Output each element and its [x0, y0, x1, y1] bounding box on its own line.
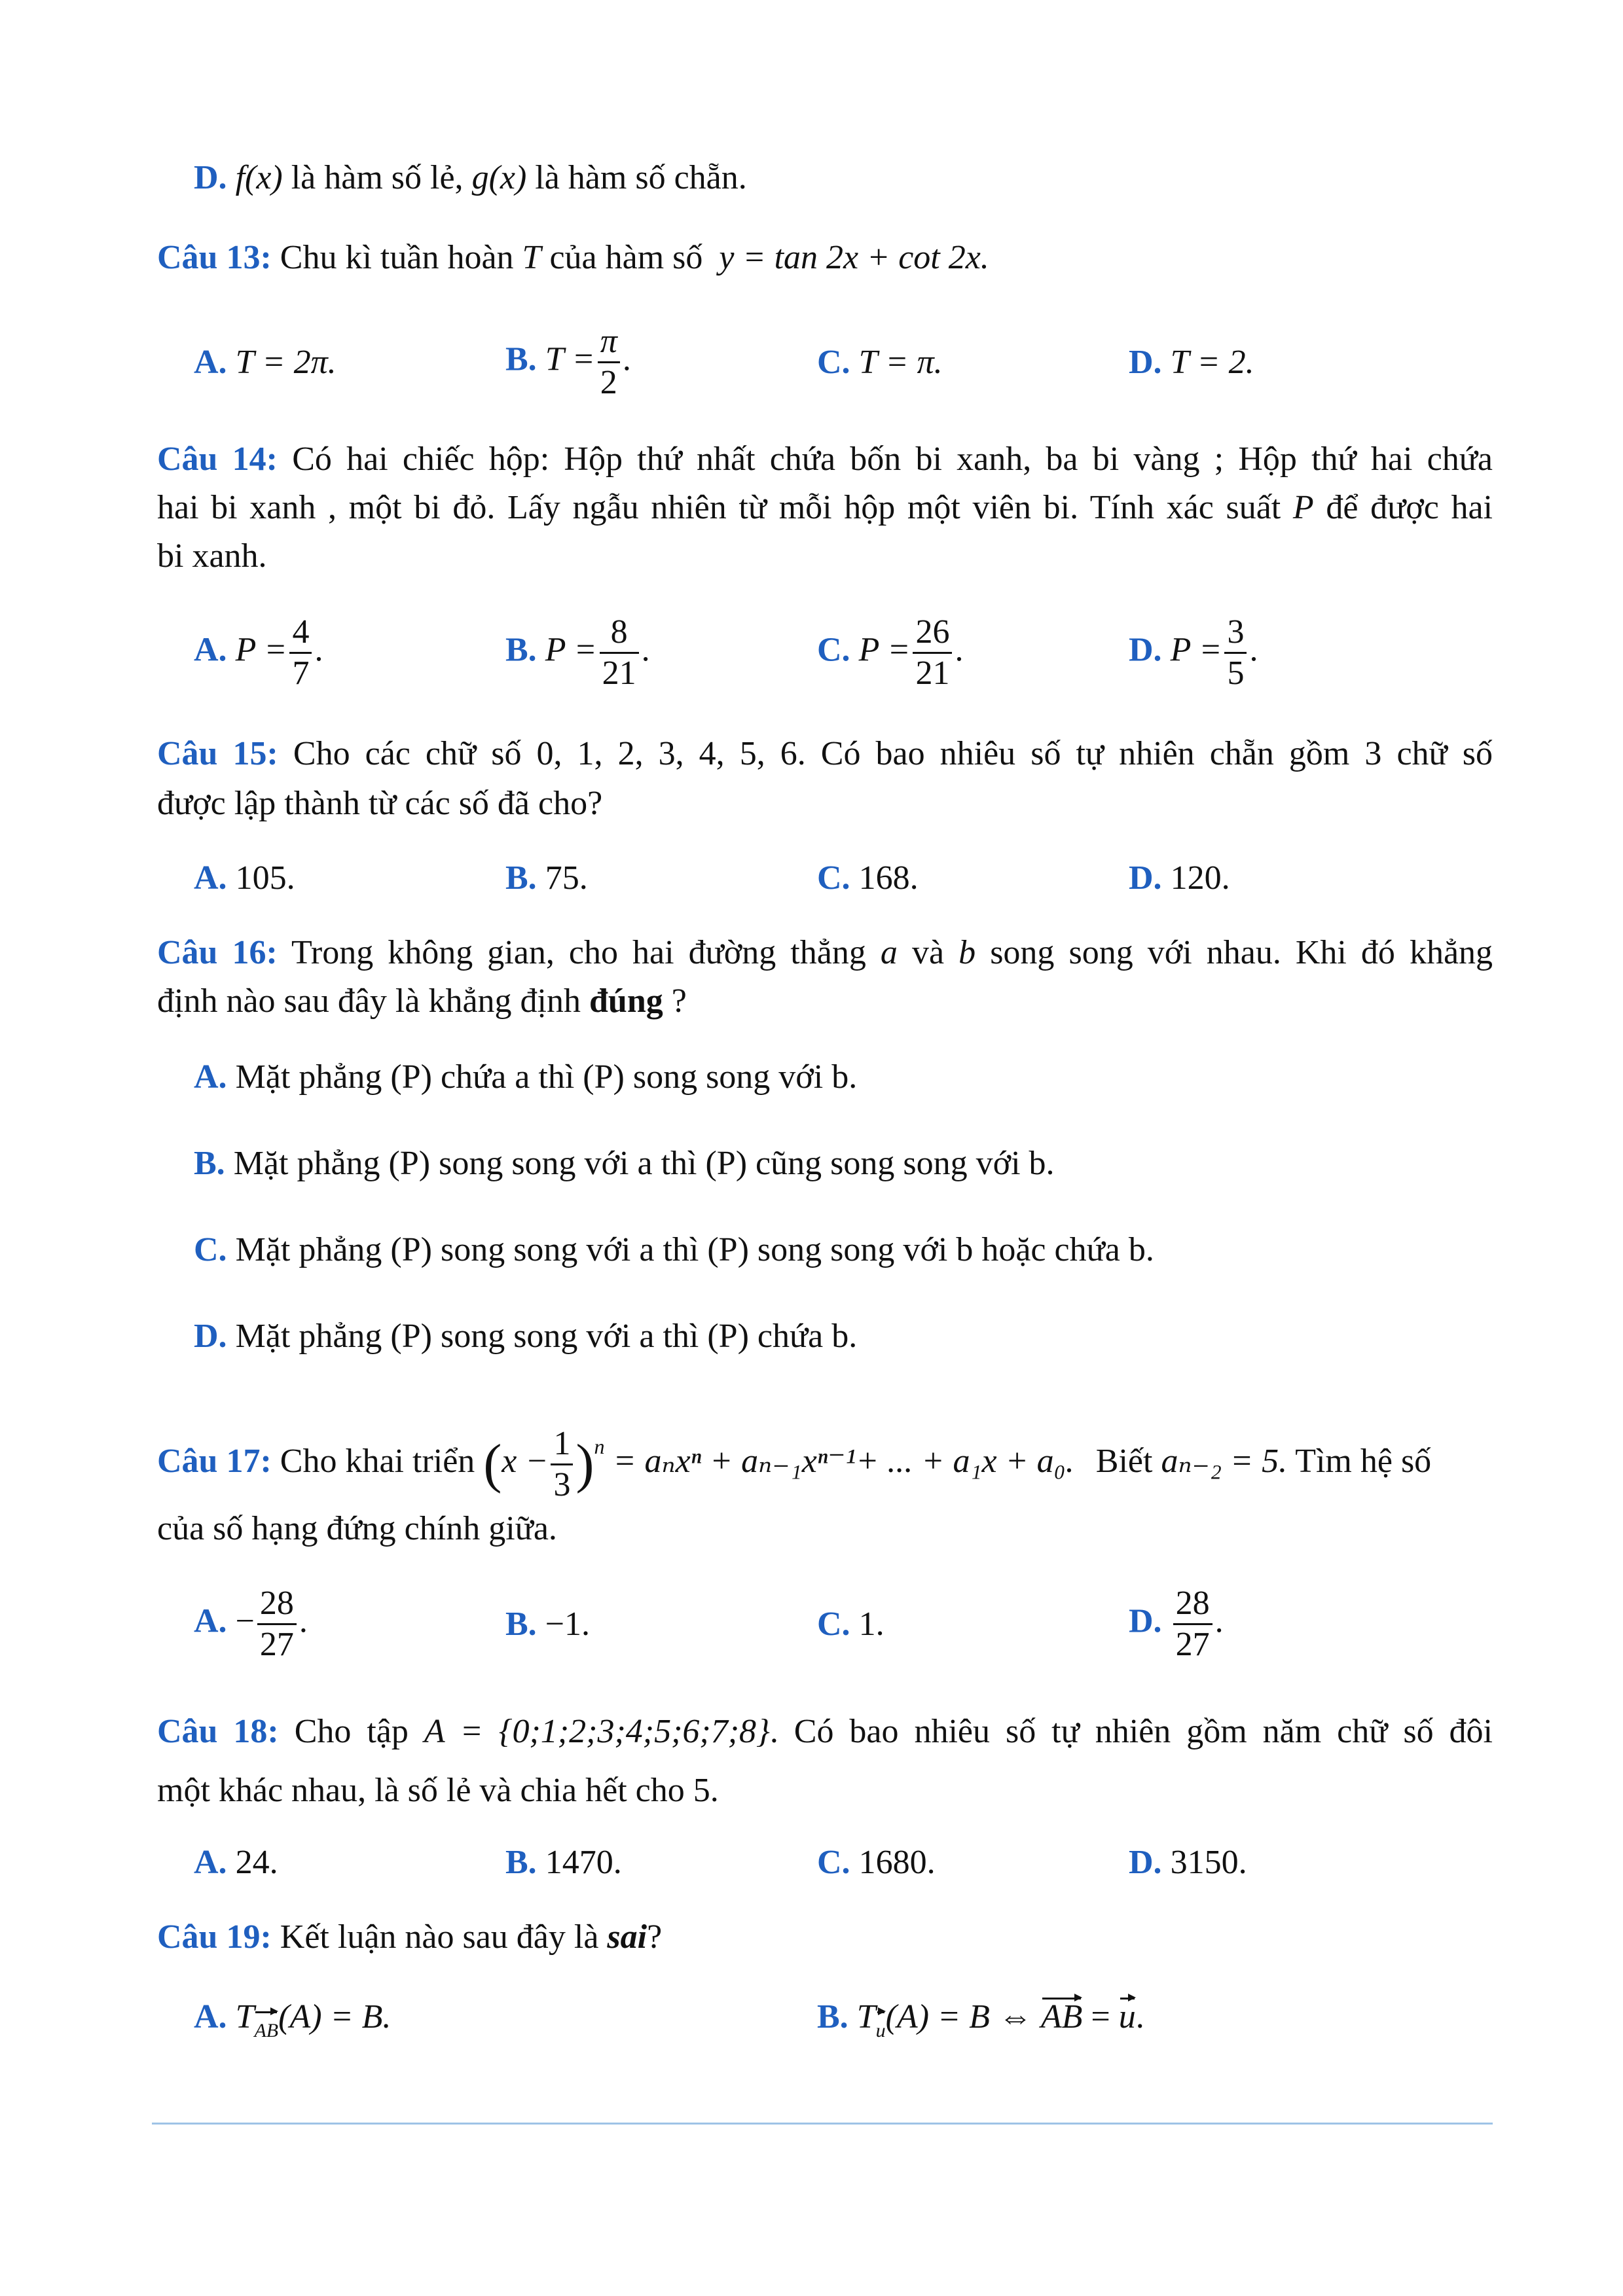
q17-option-a-num: 28	[257, 1584, 297, 1625]
q15-option-c	[817, 857, 919, 899]
q17-stem-line2	[157, 1508, 557, 1550]
q14-option-c-pre: P =	[858, 631, 911, 669]
q13-T: T	[522, 239, 541, 276]
q13-option-c-label: C.	[817, 344, 850, 381]
q15-option-a-label: A.	[194, 859, 227, 897]
q17-option-b-label: B.	[505, 1605, 537, 1643]
q14-option-b-dot: .	[641, 631, 650, 669]
q17-option-b-text: −1.	[545, 1605, 591, 1643]
q14-option-d	[1129, 613, 1258, 693]
q15-stem-line2	[157, 783, 602, 825]
q14-line2-end: để được hai	[1326, 489, 1493, 526]
q13-option-b-post: .	[622, 340, 631, 378]
q14-option-c-label: C.	[817, 631, 850, 669]
q16-line1-b: và	[911, 934, 945, 971]
q17-option-a-pre: −	[235, 1602, 255, 1640]
q15-option-a-text: 105.	[235, 859, 295, 897]
q18-option-b	[505, 1842, 622, 1884]
q17-tim: Tìm hệ số	[1295, 1443, 1432, 1480]
q16-option-c-text: Mặt phẳng (P) song song với a thì (P) song song với b hoặc chứa b.	[235, 1231, 1154, 1268]
q14-option-a-num: 4	[289, 613, 312, 654]
q17-option-b	[505, 1604, 590, 1645]
q18-line1-a: Cho tập	[294, 1713, 409, 1750]
q16-option-d-text: Mặt phẳng (P) song song với a thì (P) chứa b.	[235, 1318, 858, 1355]
q19-text: Kết luận nào sau đây là	[280, 1918, 599, 1956]
q13-option-c	[817, 342, 943, 384]
q12-option-d-f: f(x)	[235, 159, 283, 196]
q15-option-b-text: 75.	[545, 859, 588, 897]
q12-option-d	[194, 157, 747, 199]
q12-option-d-g: g(x)	[471, 159, 527, 196]
q17-option-d-dot: .	[1214, 1602, 1224, 1640]
q15-option-d-text: 120.	[1170, 859, 1230, 897]
q18-option-a-text: 24.	[235, 1844, 278, 1881]
q16-line1-a: Trong không gian, cho hai đường thẳng	[291, 934, 866, 971]
q17-option-a	[194, 1584, 308, 1664]
q15-option-b	[505, 857, 588, 899]
q19-option-b-vec-u: u	[1119, 1996, 1136, 2038]
q19-option-a-T: T	[235, 1998, 255, 2036]
q16-option-d	[194, 1316, 857, 1357]
q14-stem-line1	[157, 439, 1493, 480]
q14-option-c-dot: .	[955, 631, 964, 669]
q14-option-b-label: B.	[505, 631, 537, 669]
q17-paren-close: )	[575, 1433, 594, 1495]
q17-option-d	[1129, 1584, 1224, 1664]
q14-stem-line3	[157, 535, 267, 577]
q13-option-d-label: D.	[1129, 344, 1162, 381]
q13-option-b-label: B.	[505, 340, 537, 378]
q18-option-b-label: B.	[505, 1844, 537, 1881]
q12-option-d-text1: là hàm số lẻ,	[291, 159, 464, 196]
q14-line2-P: P	[1292, 489, 1314, 526]
q18-set: A = {0;1;2;3;4;5;6;7;8}	[424, 1713, 770, 1750]
q16-line2-bold: đúng	[589, 982, 663, 1020]
q14-option-a	[194, 613, 323, 693]
q15-option-a	[194, 857, 295, 899]
q16-option-c	[194, 1229, 1154, 1271]
q19-label: Câu 19:	[157, 1918, 272, 1956]
q16-option-c-label: C.	[194, 1231, 227, 1268]
q16-a: a	[880, 934, 898, 971]
q19-option-b-T: T	[856, 1998, 876, 2036]
q13-option-a	[194, 342, 337, 384]
q18-stem-line2	[157, 1770, 719, 1812]
q17-option-a-fraction	[257, 1584, 297, 1664]
q15-option-d-label: D.	[1129, 859, 1162, 897]
q18-option-c-label: C.	[817, 1844, 850, 1881]
q14-option-a-fraction	[289, 613, 312, 693]
q16-label: Câu 16:	[157, 934, 278, 971]
q15-option-c-text: 168.	[858, 859, 919, 897]
q17-option-c	[817, 1604, 884, 1645]
q18-option-c-text: 1680.	[858, 1844, 936, 1881]
q16-option-b-label: B.	[194, 1145, 225, 1182]
q17-frac-num: 1	[551, 1424, 573, 1465]
q13-option-c-text: T = π.	[858, 344, 943, 381]
q19-option-b-label: B.	[817, 1998, 848, 2036]
q15-option-d	[1129, 857, 1230, 899]
q17-option-a-den: 27	[259, 1626, 294, 1663]
q17-stem-line1	[157, 1407, 1431, 1505]
q15-stem-line1	[157, 733, 1493, 775]
q18-option-d-label: D.	[1129, 1844, 1162, 1881]
q16-option-a-label: A.	[194, 1058, 227, 1096]
q17-pow-n: n	[594, 1435, 605, 1458]
q17-fraction	[551, 1424, 573, 1505]
q13-text2: của hàm số	[549, 239, 703, 276]
q14-option-c-den: 21	[915, 655, 950, 692]
q13-option-a-text: T = 2π.	[235, 344, 337, 381]
q17-option-d-num: 28	[1173, 1584, 1213, 1625]
q18-option-a	[194, 1842, 278, 1884]
q14-line1: Có hai chiếc hộp: Hộp thứ nhất chứa bốn bi xanh, ba bi vàng ; Hộp thứ hai chứa	[292, 440, 1493, 478]
q19-option-b-sub: u	[876, 2010, 886, 2052]
q13-option-d-text: T = 2.	[1170, 344, 1254, 381]
q13-stem	[157, 237, 989, 279]
q18-label: Câu 18:	[157, 1713, 279, 1750]
q13-expr: y = tan 2x + cot 2x.	[719, 239, 989, 276]
q16-line2-end: ?	[671, 982, 687, 1020]
q14-option-c-num: 26	[913, 613, 952, 654]
q14-option-c	[817, 613, 963, 693]
q19-option-b-rest: (A) = B ⇔	[885, 1998, 1032, 2036]
q17-option-c-text: 1.	[858, 1605, 884, 1643]
q14-option-d-dot: .	[1249, 631, 1258, 669]
q19-option-a	[194, 1996, 391, 2052]
q16-stem-line1	[157, 932, 1493, 974]
q17-rhs: = aₙxⁿ + aₙ₋₁xⁿ⁻¹+ ... + a₁x + a₀.	[613, 1443, 1074, 1480]
q18-option-b-text: 1470.	[545, 1844, 622, 1881]
q18-option-d-text: 3150.	[1170, 1844, 1247, 1881]
q16-line1-c: song song với nhau. Khi đó khẳng	[990, 934, 1493, 971]
q17-option-d-den: 27	[1175, 1626, 1210, 1663]
footer-divider	[152, 2123, 1493, 2125]
q14-option-c-fraction	[913, 613, 952, 693]
q14-option-d-pre: P =	[1170, 631, 1222, 669]
q19-option-a-rest: (A) = B.	[278, 1998, 392, 2036]
q17-line2: của số hạng đứng chính giữa.	[157, 1510, 557, 1547]
q14-label: Câu 14:	[157, 440, 278, 478]
q18-stem-line1	[157, 1711, 1493, 1753]
q16-option-b-text: Mặt phẳng (P) song song với a thì (P) cũng song song với b.	[233, 1145, 1055, 1182]
q13-option-b	[505, 322, 631, 403]
q19-option-b-eq: =	[1091, 1998, 1110, 2036]
q12-option-d-label: D.	[194, 159, 227, 196]
q17-biet: Biết	[1095, 1443, 1153, 1480]
q17-x-minus: x −	[501, 1443, 549, 1480]
q17-cond: aₙ₋₂ = 5.	[1161, 1443, 1288, 1480]
q16-option-b	[194, 1143, 1055, 1185]
q17-option-d-label: D.	[1129, 1602, 1162, 1640]
q18-line1-b: . Có bao nhiêu số tự nhiên gồm năm chữ số đôi	[769, 1713, 1493, 1750]
q14-option-a-dot: .	[314, 631, 323, 669]
q17-label: Câu 17:	[157, 1443, 272, 1480]
q13-option-b-pre: T =	[545, 340, 595, 378]
q13-option-d	[1129, 342, 1254, 384]
q14-option-a-den: 7	[292, 655, 310, 692]
q16-line2: định nào sau đây là khẳng định	[157, 982, 581, 1020]
q19-option-a-sub: AB	[254, 2010, 278, 2052]
q13-option-b-den: 2	[600, 364, 617, 401]
q13-option-a-label: A.	[194, 344, 227, 381]
q16-option-a-text: Mặt phẳng (P) chứa a thì (P) song song với b.	[235, 1058, 858, 1096]
q19-bold: sai	[607, 1918, 647, 1956]
q17-text: Cho khai triển	[280, 1443, 475, 1480]
q14-line2: hai bi xanh , một bi đỏ. Lấy ngẫu nhiên từ mỗi hộp một viên bi. Tính xác suất	[157, 489, 1281, 526]
q14-stem-line2	[157, 487, 1493, 529]
q19-option-b	[817, 1996, 1144, 2052]
q15-label: Câu 15:	[157, 735, 278, 772]
q15-option-c-label: C.	[817, 859, 850, 897]
q14-option-d-fraction	[1224, 613, 1247, 693]
q14-option-d-label: D.	[1129, 631, 1162, 669]
q17-option-a-dot: .	[299, 1602, 308, 1640]
q15-option-b-label: B.	[505, 859, 537, 897]
q17-option-d-fraction	[1173, 1584, 1213, 1664]
q14-option-a-pre: P =	[235, 631, 287, 669]
q19-option-b-dot: .	[1135, 1998, 1144, 2036]
q13-text: Chu kì tuần hoàn	[280, 239, 514, 276]
q12-option-d-text2: là hàm số chẵn.	[535, 159, 747, 196]
q16-stem-line2	[157, 980, 687, 1022]
q15-line2: được lập thành từ các số đã cho?	[157, 785, 603, 822]
q19-option-a-label: A.	[194, 1998, 227, 2036]
q14-option-b-num: 8	[600, 613, 639, 654]
q14-option-b-pre: P =	[545, 631, 597, 669]
q14-option-d-den: 5	[1227, 655, 1245, 692]
q14-option-a-label: A.	[194, 631, 227, 669]
q13-option-b-num: π	[598, 322, 620, 363]
q13-label: Câu 13:	[157, 239, 272, 276]
q17-frac-den: 3	[553, 1465, 571, 1503]
q14-option-b-fraction	[600, 613, 639, 693]
q16-b: b	[958, 934, 976, 971]
q19-stem	[157, 1916, 662, 1958]
q14-option-d-num: 3	[1224, 613, 1247, 654]
q13-option-b-fraction	[598, 322, 620, 403]
q19-option-b-vec-ab: AB	[1041, 1996, 1083, 2038]
q18-option-c	[817, 1842, 936, 1884]
q14-option-b-den: 21	[602, 655, 636, 692]
q14-option-b	[505, 613, 650, 693]
q18-option-a-label: A.	[194, 1844, 227, 1881]
q15-line1: Cho các chữ số 0, 1, 2, 3, 4, 5, 6. Có bao nhiêu số tự nhiên chẵn gồm 3 chữ số	[293, 735, 1493, 772]
q18-option-d	[1129, 1842, 1247, 1884]
q18-line2: một khác nhau, là số lẻ và chia hết cho 5.	[157, 1772, 719, 1809]
q16-option-d-label: D.	[194, 1318, 227, 1355]
q17-option-a-label: A.	[194, 1602, 227, 1640]
q14-line3: bi xanh.	[157, 537, 267, 575]
q17-paren-open: (	[483, 1433, 502, 1495]
q19-end: ?	[647, 1918, 663, 1956]
q17-option-c-label: C.	[817, 1605, 850, 1643]
q16-option-a	[194, 1056, 857, 1098]
